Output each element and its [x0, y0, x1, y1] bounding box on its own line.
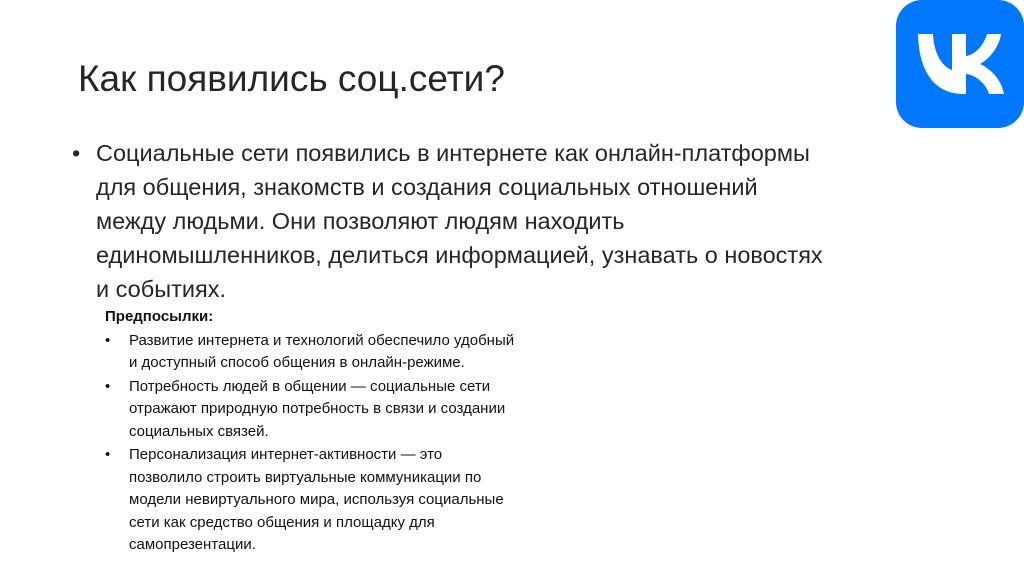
main-bullet-line: между людьми. Они позволяют людям находить: [96, 208, 625, 234]
prerequisites-list: [105, 330, 625, 557]
vk-logo-icon: [896, 0, 1024, 128]
prerequisite-line: Персонализация интернет-активности — это: [129, 446, 443, 463]
prerequisite-line: социальных связей.: [129, 422, 269, 440]
main-bullet-line: единомышленников, делиться информацией, узнавать о новостях: [96, 242, 823, 268]
bullet-marker: •: [105, 331, 111, 349]
main-bullet-line: Социальные сети появились в интернете как онлайн-платформы: [96, 140, 810, 166]
prerequisite-item: [105, 444, 625, 557]
prerequisites-block: [105, 306, 625, 558]
prerequisite-line: самопрезентации.: [129, 536, 256, 553]
prerequisite-line: позволило строить виртуальные коммуникации по: [129, 468, 482, 486]
slide-title: Как появились соц.сети?: [78, 58, 505, 99]
main-bullet: [72, 136, 962, 306]
prerequisite-item: [105, 330, 625, 375]
bullet-marker: •: [105, 446, 111, 463]
bullet-marker: •: [105, 377, 111, 395]
prerequisite-line: сети как средство общения и площадку для: [129, 513, 435, 531]
prerequisite-line: Развитие интернета и технологий обеспечило удобный: [129, 331, 515, 349]
prerequisite-line: модели невиртуального мира, используя социальные: [129, 491, 504, 508]
main-bullet-text: [96, 136, 962, 306]
prerequisite-line: отражают природную потребность в связи и создании: [129, 400, 506, 417]
prerequisite-line: Потребность людей в общении — социальные сети: [129, 377, 491, 395]
main-bullet-line: для общения, знакомств и создания социальных отношений: [96, 174, 758, 200]
prerequisite-line: и доступный способ общения в онлайн-режиме.: [129, 354, 465, 371]
prerequisites-heading: Предпосылки:: [105, 308, 214, 325]
main-bullet-line: и событиях.: [96, 276, 226, 302]
bullet-marker: •: [72, 140, 81, 166]
prerequisite-item: [105, 376, 625, 444]
